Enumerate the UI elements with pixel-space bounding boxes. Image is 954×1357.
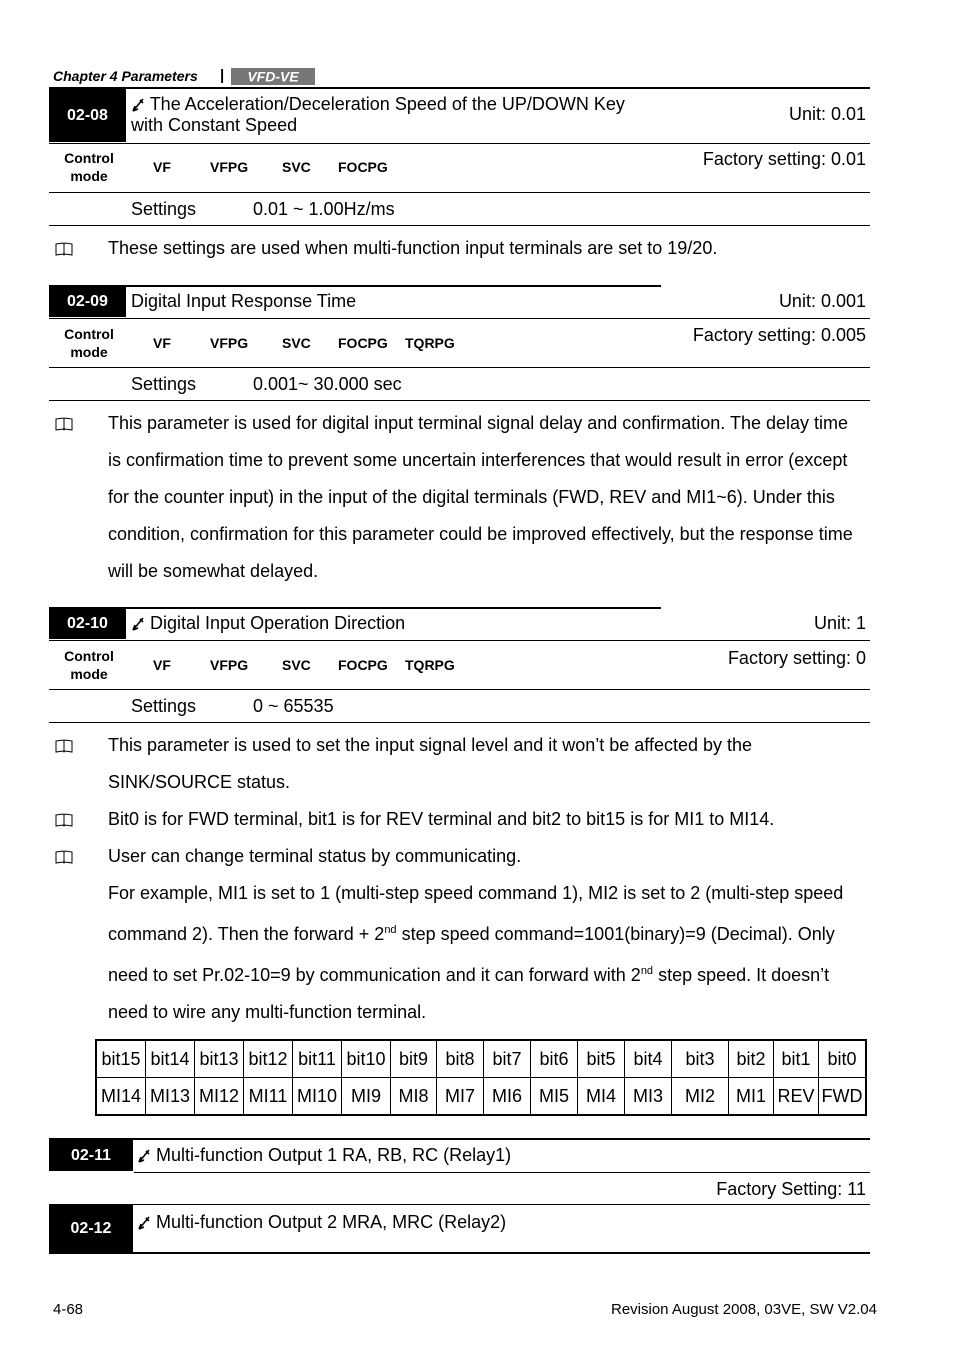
- param-title: Digital Input Operation Direction: [131, 613, 405, 634]
- param-code: 02-11: [49, 1140, 133, 1171]
- mode-tqrpg: TQRPG: [405, 335, 455, 351]
- bit-cell: bit10: [342, 1040, 391, 1078]
- terminal-cell: MI6: [484, 1078, 531, 1116]
- bit-cell: bit0: [819, 1040, 867, 1078]
- revision-info: Revision August 2008, 03VE, SW V2.04: [611, 1301, 877, 1318]
- mode-focpg: FOCPG: [338, 159, 388, 175]
- book-icon: [55, 242, 73, 256]
- mode-tqrpg: TQRPG: [405, 657, 455, 673]
- bit-cell: bit14: [146, 1040, 195, 1078]
- bit-cell: bit7: [484, 1040, 531, 1078]
- book-icon: [55, 739, 73, 753]
- divider: [49, 87, 870, 89]
- factory-setting: Factory setting: 0.01: [702, 149, 866, 169]
- bit-mapping-table: [95, 1039, 867, 1116]
- mode-svc: SVC: [282, 159, 311, 175]
- param-title: [131, 94, 691, 136]
- terminal-cell: MI13: [146, 1078, 195, 1116]
- pen-icon: [131, 97, 145, 113]
- bit-cell: bit1: [774, 1040, 819, 1078]
- settings-value: 0 ~ 65535: [253, 696, 334, 716]
- divider: [49, 640, 870, 641]
- param-unit: Unit: 1: [813, 613, 866, 633]
- book-icon: [55, 813, 73, 827]
- header-separator: |: [220, 67, 225, 84]
- mode-vf: VF: [153, 657, 171, 673]
- note-paragraph: User can change terminal status by communicating. For example, MI1 is set to 1 (multi-step speed command 1), MI2 is set to 2 (multi-step speed command 2). Then the forward + 2nd step speed command=1001(binary)=9 (Decimal). Only need to set Pr.02-10=9 by communication and it can forward with 2nd step speed. It doesn’t need to wire any multi-function terminal.: [108, 846, 844, 1022]
- note-text: These settings are used when multi-function input terminals are set to 19/20.: [108, 238, 718, 258]
- factory-setting: Factory setting: 0: [727, 648, 866, 668]
- terminal-cell: MI14: [96, 1078, 146, 1116]
- param-code: 02-12: [49, 1205, 133, 1252]
- bit-cell: bit9: [391, 1040, 437, 1078]
- divider: [134, 1172, 870, 1173]
- bit-cell: bit15: [96, 1040, 146, 1078]
- pen-icon: [131, 616, 145, 632]
- bit-cell: bit6: [531, 1040, 578, 1078]
- vfd-ve-logo: [231, 68, 315, 85]
- terminal-cell: MI8: [391, 1078, 437, 1116]
- divider: [49, 318, 870, 319]
- param-title-line2: with Constant Speed: [131, 115, 298, 135]
- terminal-cell: MI3: [625, 1078, 672, 1116]
- note-paragraph: This parameter is used for digital input terminal signal delay and confirmation. The delay time is confirmation time to prevent some uncertain interferences that would result in error (except for the counter input) in the input of the digital terminals (FWD, REV and MI1~6). Under this condition, confirmation for this parameter could be improved effectively, but the response time will be somewhat delayed.: [108, 413, 853, 581]
- divider: [49, 607, 661, 609]
- book-icon: [55, 850, 73, 864]
- note-paragraph: This parameter is used to set the input signal level and it won’t be affected by the SINK/SOURCE status.: [108, 735, 753, 792]
- factory-setting: Factory setting: 0.005: [692, 325, 866, 345]
- param-title: Multi-function Output 1 RA, RB, RC (Relay1): [137, 1145, 511, 1166]
- mode-vf: VF: [153, 159, 171, 175]
- terminal-cell: MI11: [244, 1078, 293, 1116]
- divider: [49, 1138, 870, 1140]
- mode-vfpg: VFPG: [210, 159, 249, 175]
- settings-label: Settings: [131, 696, 197, 716]
- table-row: [96, 1040, 866, 1078]
- divider: [49, 722, 870, 723]
- terminal-cell: MI5: [531, 1078, 578, 1116]
- terminal-cell: MI12: [195, 1078, 244, 1116]
- terminal-cell: REV: [774, 1078, 819, 1116]
- mode-focpg: FOCPG: [338, 657, 388, 673]
- chapter-title: Chapter 4 Parameters: [53, 68, 198, 84]
- control-mode-label: Control mode: [64, 150, 114, 184]
- param-title: Multi-function Output 2 MRA, MRC (Relay2): [137, 1212, 506, 1233]
- terminal-cell: MI1: [729, 1078, 774, 1116]
- divider: [49, 143, 870, 144]
- table-row: [96, 1078, 866, 1116]
- bit-cell: bit12: [244, 1040, 293, 1078]
- bit-cell: bit2: [729, 1040, 774, 1078]
- settings-value: 0.01 ~ 1.00Hz/ms: [253, 199, 395, 219]
- control-mode-label: Control mode: [64, 326, 114, 360]
- divider: [49, 367, 870, 368]
- divider: [49, 1204, 870, 1205]
- param-title: Digital Input Response Time: [131, 291, 357, 311]
- book-icon: [55, 417, 73, 431]
- pen-icon: [137, 1215, 151, 1231]
- divider: [49, 225, 870, 226]
- svg-text:VFD-VE: VFD-VE: [247, 68, 299, 85]
- control-mode-label: Control mode: [64, 648, 114, 682]
- bit-cell: bit4: [625, 1040, 672, 1078]
- divider: [49, 689, 870, 690]
- terminal-cell: MI7: [437, 1078, 484, 1116]
- mode-vfpg: VFPG: [210, 335, 249, 351]
- bit-cell: bit3: [672, 1040, 729, 1078]
- divider: [49, 400, 870, 401]
- settings-value: 0.001~ 30.000 sec: [253, 374, 402, 394]
- mode-svc: SVC: [282, 335, 311, 351]
- bit-cell: bit13: [195, 1040, 244, 1078]
- terminal-cell: MI10: [293, 1078, 342, 1116]
- mode-svc: SVC: [282, 657, 311, 673]
- note-text: Bit0 is for FWD terminal, bit1 is for REV terminal and bit2 to bit15 is for MI1 to MI14.: [108, 809, 775, 829]
- settings-label: Settings: [131, 374, 197, 394]
- terminal-cell: MI2: [672, 1078, 729, 1116]
- bit-cell: bit5: [578, 1040, 625, 1078]
- divider: [49, 1252, 870, 1254]
- terminal-cell: MI4: [578, 1078, 625, 1116]
- divider: [49, 285, 661, 287]
- terminal-cell: MI9: [342, 1078, 391, 1116]
- mode-vf: VF: [153, 335, 171, 351]
- param-code: 02-08: [49, 89, 126, 142]
- bit-cell: bit11: [293, 1040, 342, 1078]
- param-unit: Unit: 0.01: [788, 104, 866, 124]
- param-unit: Unit: 0.001: [778, 291, 866, 311]
- divider: [49, 192, 870, 193]
- mode-focpg: FOCPG: [338, 335, 388, 351]
- settings-label: Settings: [131, 199, 197, 219]
- mode-vfpg: VFPG: [210, 657, 249, 673]
- param-code: 02-10: [49, 608, 126, 639]
- factory-setting: Factory Setting: 11: [716, 1179, 866, 1199]
- page-number: 4-68: [53, 1301, 84, 1318]
- terminal-cell: FWD: [819, 1078, 867, 1116]
- param-title-line1: The Acceleration/Deceleration Speed of the UP/DOWN Key: [149, 94, 625, 114]
- pen-icon: [137, 1148, 151, 1164]
- param-code: 02-09: [49, 286, 126, 317]
- bit-cell: bit8: [437, 1040, 484, 1078]
